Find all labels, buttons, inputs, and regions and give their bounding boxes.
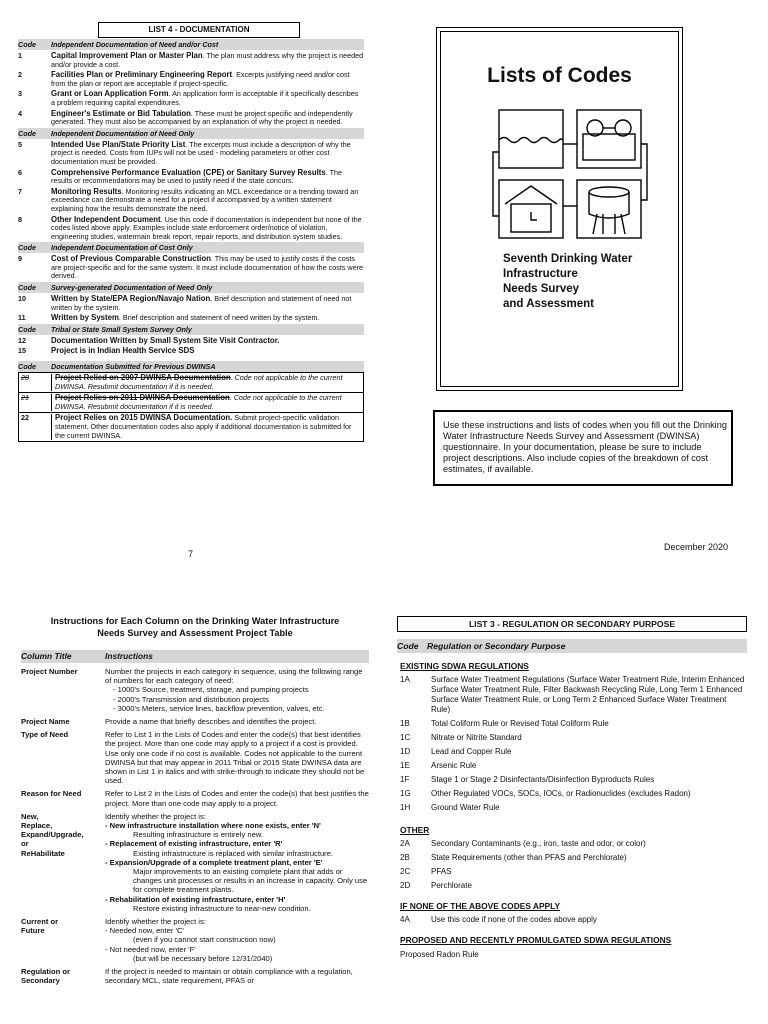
list4-section-header [18,39,364,50]
row-text: Number the projects in each category in sequence, using the following range of numbers for each category of need: [105,667,363,686]
label-line: Future [21,926,45,936]
heading-line: Instructions for Each Column on the Drinking Water Infrastructure [50,616,340,626]
list-item [397,803,747,813]
section-title: Tribal or State Small System Survey Only [51,324,192,334]
option-sub: Restore existing infrastructure to near-new condition. [133,903,311,913]
item-text: PFAS [431,867,452,876]
previous-dwinsa-table [18,372,364,442]
label-line: Expand/Upgrade, [21,830,84,840]
item-text: Nitrate or Nitrite Standard [431,733,522,742]
item-code: 22 [19,414,52,440]
option-sub: Resulting infrastructure is entirely new. [133,830,263,840]
item-code: 1B [400,719,410,728]
list4-section-header [18,128,364,139]
instructions-section [21,615,369,986]
item-code: 1 [18,51,22,60]
item-code: 1H [400,803,411,812]
list-item [18,337,364,346]
item-text: Stage 1 or Stage 2 Disinfectants/Disinfection Byproducts Rules [431,775,655,784]
option-head: - Needed now, enter 'C' [105,926,184,936]
option-head: - Rehabilitation of existing infrastructure, enter 'H' [105,894,286,904]
option-sub: (even if you cannot start construction now) [133,935,276,945]
item-desc: . Code not applicable to the current DWINSA. Resubmit documentation if it is needed. [55,373,343,391]
table-row [21,717,369,726]
code-label: Code [18,283,36,293]
list4-documentation [18,22,364,442]
item-title: Monitoring Results [51,186,122,196]
cover-page [436,27,683,391]
label-line: Secondary [21,976,60,986]
item-code: 9 [18,254,22,264]
item-title: Capital Improvement Plan or Master Plan [51,51,203,60]
list-item [397,915,747,925]
label-line: ReHabilitate [21,848,65,858]
usage-note: Use these instructions and lists of codes when you fill out the Drinking Water Infrastructure Needs Survey and Assessment (DWINSA) questionnaire. In your documentation, please be sure to include project descriptions. Also include copies of the breakdown of cost estimates, if available. [433,410,733,486]
list-item [397,881,747,891]
item-title: Comprehensive Performance Evaluation (CPE) or Sanitary Survey Results [51,167,326,177]
item-code: 3 [18,89,22,99]
item-code: 2C [400,867,411,876]
item-title: Intended Use Plan/State Priority List [51,139,186,149]
item-code: 4A [400,915,410,924]
section-title: Independent Documentation of Need and/or Cost [51,40,219,49]
item-text: Surface Water Treatment Regulations (Surface Water Treatment Rule, Interim Enhanced Surface Water Treatment Rule, Filter Backwash Recycling Rule, Long Term 1 Enhanced Surface Water Treatment Rule, or Long Term 2 Enhanced Surface Water Treatment Rule) [431,675,745,714]
item-desc: . These must be project specific and independently generated. They must also be accompanied by an explanation of why the project is needed. [51,108,353,127]
option-head: - Not needed now, enter 'F' [105,944,196,954]
item-title: Other Independent Document [51,214,161,224]
list-item [18,216,364,242]
item-desc: . The results or recommendations may be used to justify need if the state concurs. [51,167,342,186]
list-item [18,188,364,214]
item-code: 6 [18,167,22,177]
item-code: 5 [18,139,22,149]
item-code: 1A [400,675,410,684]
row-text: Identify whether the project is: [105,917,206,927]
item-title: Documentation Written by Small System Site Visit Contractor. [51,335,280,345]
item-title: Written by System [51,313,119,323]
item-code: 1D [400,747,411,756]
item-title: Project is in Indian Health Service SDS [51,346,195,356]
item-text: State Requirements (other than PFAS and Perchlorate) [431,853,627,862]
row-label: Project Number [21,667,78,676]
list3-regulation [397,616,747,960]
item-title: Cost of Previous Comparable Construction [51,254,211,264]
item-desc: . Excerpts justifying need and/or cost from the plan or report are acceptable if project-specific. [51,70,350,88]
option-sub: (but will be necessary before 12/31/2040) [133,953,273,963]
option-head: - Replacement of existing infrastructure, enter 'R' [105,839,283,849]
subtitle-line: Seventh Drinking Water [503,253,633,265]
row-text: Refer to List 1 in the Lists of Codes and enter the code(s) that best identifies the project. More than one code may apply to a project if a cost is provided. Use only one code if no cost is available. Codes not applicable to the current DWINSA but that may appear in 2011 Tribal or 2015 State DWINSA data are shown in List 1 in italics and with strike-through to indicate they should not be used. [105,730,365,786]
bullet: - 1000's Source, treatment, storage, and pumping projects [113,685,309,695]
section-heading: PROPOSED AND RECENTLY PROMULGATED SDWA REGULATIONS [400,935,672,945]
option-head: - New infrastructure installation where none exists, enter 'N' [105,821,321,831]
bullet: - 2000's Transmission and distribution projects [113,694,269,704]
item-text: Lead and Copper Rule [431,747,512,756]
item-text: Ground Water Rule [431,803,500,812]
item-code: 15 [18,346,26,356]
subtitle-line: Needs Survey [503,283,580,295]
list-item [18,141,364,167]
list-item [397,733,747,743]
section-heading: EXISTING SDWA REGULATIONS [400,661,529,671]
row-text: Provide a name that briefly describes and identifies the project. [105,717,317,727]
item-text: Total Coliform Rule or Revised Total Coliform Rule [431,719,609,728]
item-desc: . Brief description and statement of need not written by the system. [51,294,352,312]
table-row [19,392,363,412]
row-text: Refer to List 2 in the Lists of Codes and enter the code(s) that best justifies the project. More than one code may apply to a project. [105,789,369,808]
list4-section-header [18,361,364,372]
item-text: Other Regulated VOCs, SOCs, IOCs, or Radionuclides (excludes Radon) [431,789,691,798]
list-item [397,747,747,757]
list-item [18,347,364,356]
list4-section-header [18,282,364,293]
list-item [397,675,747,715]
item-desc: . This may be used to justify costs if the costs are project-specific and for the same system. It must include documentation of how the costs were derived. [51,254,364,281]
list-item [397,789,747,799]
row-label: Type of Need [21,730,69,740]
column-title-header: Column Title [21,651,72,661]
instructions-header: Instructions [105,651,153,661]
bullet: - 3000's Meters, service lines, backflow prevention, valves, etc. [113,703,325,713]
section-title: Regulation or Secondary Purpose [427,641,566,651]
option-sub: Major improvements to an existing complete plant that adds or changes unit processes or results in an increase in capacity. Only use for complete treatment plants. [133,867,368,895]
list4-section-header [18,324,364,335]
label-line: Regulation or [21,967,70,977]
heading-line: Needs Survey and Assessment Project Table [97,628,293,638]
table-row [21,730,369,785]
row-text: If the project is needed to maintain or obtain compliance with a regulation, secondary MCL, state requirement, PFAS or [105,967,353,986]
cover-frame [440,31,679,387]
table-row [19,412,363,441]
section-title: Survey-generated Documentation of Need Only [51,283,213,293]
section-heading: OTHER [400,825,430,835]
list4-title: LIST 4 - DOCUMENTATION [98,22,300,38]
list3-title: LIST 3 - REGULATION OR SECONDARY PURPOSE [397,616,747,632]
label-line: or [21,839,29,849]
item-code: 7 [18,186,22,196]
item-desc: . Brief description and statement of need written by the system. [118,313,320,323]
list-item [397,853,747,863]
row-label: Reason for Need [21,789,82,799]
cover-subtitle [503,252,632,312]
table-row [21,812,369,913]
item-desc: . Monitoring results indicating an MCL exceedance or a trending toward an exceedance can demonstrate a need for a project if accompanied by a written statement explaining how the results demonstrate the need. [51,186,359,213]
row-label [21,812,105,913]
item-code: 21 [19,394,52,411]
list-item [18,295,364,312]
item-text: Perchlorate [431,881,472,890]
item-code: 2D [400,881,411,890]
list-item [18,52,364,69]
list-item [397,839,747,849]
code-label: Code [18,324,36,334]
row-label [21,967,105,985]
list-item [18,110,364,127]
code-label: Code [18,40,36,49]
item-title: Facilities Plan or Preliminary Engineering Report [51,70,233,80]
section-heading: IF NONE OF THE ABOVE CODES APPLY [400,901,561,911]
list3-header [397,639,747,653]
list-item [397,867,747,877]
item-desc: . Use this code if documentation is independent but none of the codes listed above apply. Examples include state enforcement order/notice of violation, engineering studies, watermain break report, repair reports, and distribution system studies. [51,214,362,241]
table-row [21,789,369,807]
item-title: Project Relies on 2011 DWINSA Documentation [55,393,230,403]
list4-section-header [18,242,364,253]
item-code: 1F [400,775,410,784]
item-desc: . The plan must address why the project is needed and/or provide a cost. [51,51,364,69]
row-label [21,917,105,963]
code-label: Code [18,128,36,138]
item-code: 8 [18,214,22,224]
list-item [18,71,364,88]
item-code: 11 [18,313,26,323]
item-code: 2B [400,853,410,862]
item-code: 10 [18,294,26,304]
item-code: 1C [400,733,411,742]
section-title: Independent Documentation of Need Only [51,128,195,138]
item-title: Project Relied on 2007 DWINSA Documentation [55,373,231,383]
table-row [21,917,369,963]
instructions-heading [21,615,369,639]
item-code: 1G [400,789,411,798]
publication-date: December 2020 [664,542,729,552]
instructions-table-header [21,650,369,663]
label-line: Replace, [21,821,53,831]
table-row [21,967,369,985]
list-item [18,314,364,323]
list-item [397,761,747,771]
item-desc: . The excerpts must include a description of why the project is needed. Costs from IUPs will not be used - modeling parameters or other cost documentation must be provided. [51,139,351,166]
item-title: Grant or Loan Application Form [51,89,169,99]
water-system-illustration [491,100,651,240]
item-desc: . An application form is acceptable if it specifically describes a problem requiring capital expenditures. [51,89,359,107]
list-item [397,719,747,729]
item-code: 20 [19,374,52,391]
label-line: New, [21,811,39,821]
item-code: 2 [18,70,22,80]
item-text: Secondary Contaminants (e.g., iron, taste and odor, or color) [431,839,646,848]
item-title: Engineer's Estimate or Bid Tabulation [51,108,191,118]
subtitle-line: Infrastructure [503,268,578,280]
section-title: Documentation Submitted for Previous DWINSA [51,362,216,372]
item-code: 2A [400,839,410,848]
list-item [397,775,747,785]
row-text: Identify whether the project is: [105,811,206,821]
item-text: Use this code if none of the codes above apply [431,915,597,924]
option-head: - Expansion/Upgrade of a complete treatment plant, enter 'E' [105,857,323,867]
list-item [18,169,364,186]
item-code: 4 [18,108,22,118]
table-row [21,667,369,713]
item-text: Arsenic Rule [431,761,477,770]
code-label: Code [18,362,36,372]
page-number: 7 [188,549,194,559]
item-desc: . Code not applicable to the current DWINSA. Resubmit documentation if it is needed. [55,393,342,411]
list-item [18,90,364,107]
code-label: Code [18,243,36,253]
item-title: Project Relies on 2015 DWINSA Documentation. [55,413,233,423]
list-item [397,950,747,960]
section-title: Independent Documentation of Cost Only [51,243,193,253]
cover-title: Lists of Codes [487,64,632,87]
row-label: Project Name [21,717,70,727]
table-row [19,373,363,392]
item-code: 1E [400,761,410,770]
code-label: Code [397,641,419,651]
subtitle-line: and Assessment [503,298,594,310]
item-text: Proposed Radon Rule [400,950,479,959]
item-title: Written by State/EPA Region/Navajo Nation [51,294,211,304]
list-item [18,255,364,281]
option-sub: Existing infrastructure is replaced with similar infrastructure. [133,848,334,858]
label-line: Current or [21,917,59,927]
item-code: 12 [18,335,26,345]
item-desc: Submit project-specific validation statement. Other documentation codes also apply if additional documentation is submitted for the current DWINSA. [55,413,352,440]
